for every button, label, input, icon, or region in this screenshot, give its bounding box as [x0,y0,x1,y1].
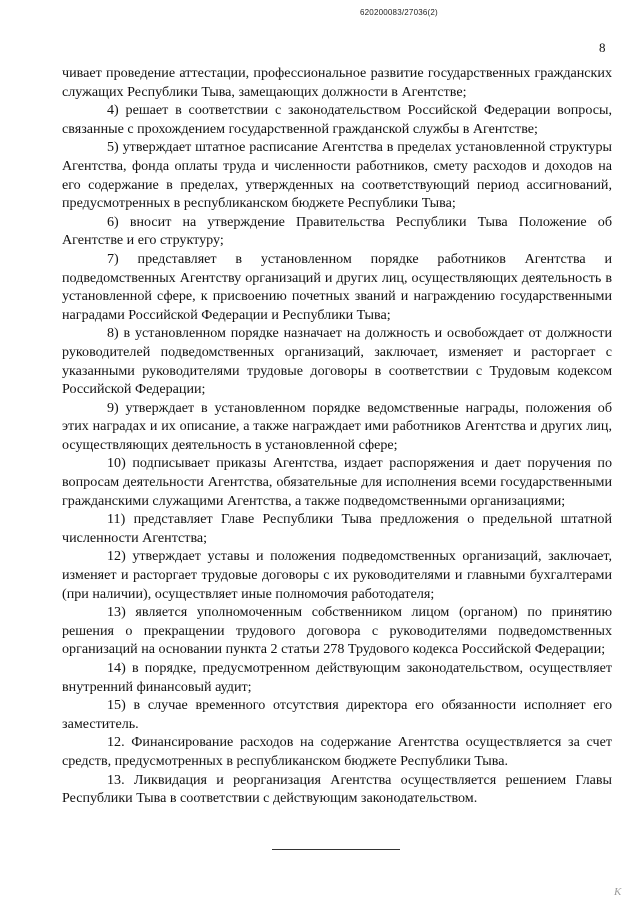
paragraph-item-11: 11) представляет Главе Республики Тыва предложения о предельной штатной численности Агентства; [62,511,612,546]
paragraph-item-5: 5) утверждает штатное расписание Агентства в пределах установленной структуры Агентства, фонда оплаты труда и численности работников, смету расходов и доходов на его содержание в пределах, утвержденных на соответствующий период ассигнований, предусмотренных в республиканском бюджете Республики Тыва; [62,139,612,212]
document-body [62,64,612,808]
paragraph-item-4: 4) решает в соответствии с законодательством Российской Федерации вопросы, связанные с прохождением государственной гражданской службы в Агентстве; [62,102,612,137]
paragraph-item-13: 13) является уполномоченным собственником лицом (органом) по принятию решения о прекращении трудового договора с руководителями подведомственных организаций на основании пункта 2 статьи 278 Трудового кодекса Российской Федерации; [62,604,612,658]
end-divider [272,849,400,850]
paragraph-item-15: 15) в случае временного отсутствия директора его обязанности исполняет его заместитель. [62,697,612,732]
document-id: 620200083/27036(2) [360,8,438,17]
paragraph-item-10: 10) подписывает приказы Агентства, издает распоряжения и дает поручения по вопросам деятельности Агентства, обязательные для исполнения всеми государственными гражданскими служащими Агентства, а также подведомственными организациями; [62,455,612,509]
paragraph-item-8: 8) в установленном порядке назначает на должность и освобождает от должности руководителей подведомственных организаций, заключает, изменяет и расторгает с указанными руководителями трудовые договоры в соответствии с Трудовым кодексом Российской Федерации; [62,325,612,398]
paragraph-continuation: чивает проведение аттестации, профессиональное развитие государственных гражданских служащих Республики Тыва, замещающих должности в Агентстве; [62,65,612,100]
paragraph-item-7: 7) представляет в установленном порядке работников Агентства и подведомственных Агентству организаций и других лиц, осуществляющих деятельность в установленной сфере, к присвоению почетных званий и награждению государственными наградами Российской Федерации и Республики Тыва; [62,250,612,323]
page-number: 8 [599,40,606,55]
paragraph-section-13: 13. Ликвидация и реорганизация Агентства осуществляется решением Главы Республики Тыва в соответствии с действующим законодательством. [62,771,612,807]
handwritten-mark: К [614,886,622,898]
paragraph-item-12: 12) утверждает уставы и положения подведомственных организаций, заключает, изменяет и расторгает трудовые договоры с их руководителями и главными бухгалтерами (при наличии), осуществляет иные полномочия работодателя; [62,548,612,602]
paragraph-item-6: 6) вносит на утверждение Правительства Республики Тыва Положение об Агентстве и его структуру; [62,213,612,249]
paragraph-item-9: 9) утверждает в установленном порядке ведомственные награды, положения об этих наградах и их описание, а также награждает ими работников Агентства и других лиц, осуществляющих деятельность в установленной сфере; [62,399,612,453]
paragraph-item-14: 14) в порядке, предусмотренном действующим законодательством, осуществляет внутренний финансовый аудит; [62,660,612,695]
paragraph-section-12: 12. Финансирование расходов на содержание Агентства осуществляется за счет средств, предусмотренных в республиканском бюджете Республики Тыва. [62,734,612,769]
